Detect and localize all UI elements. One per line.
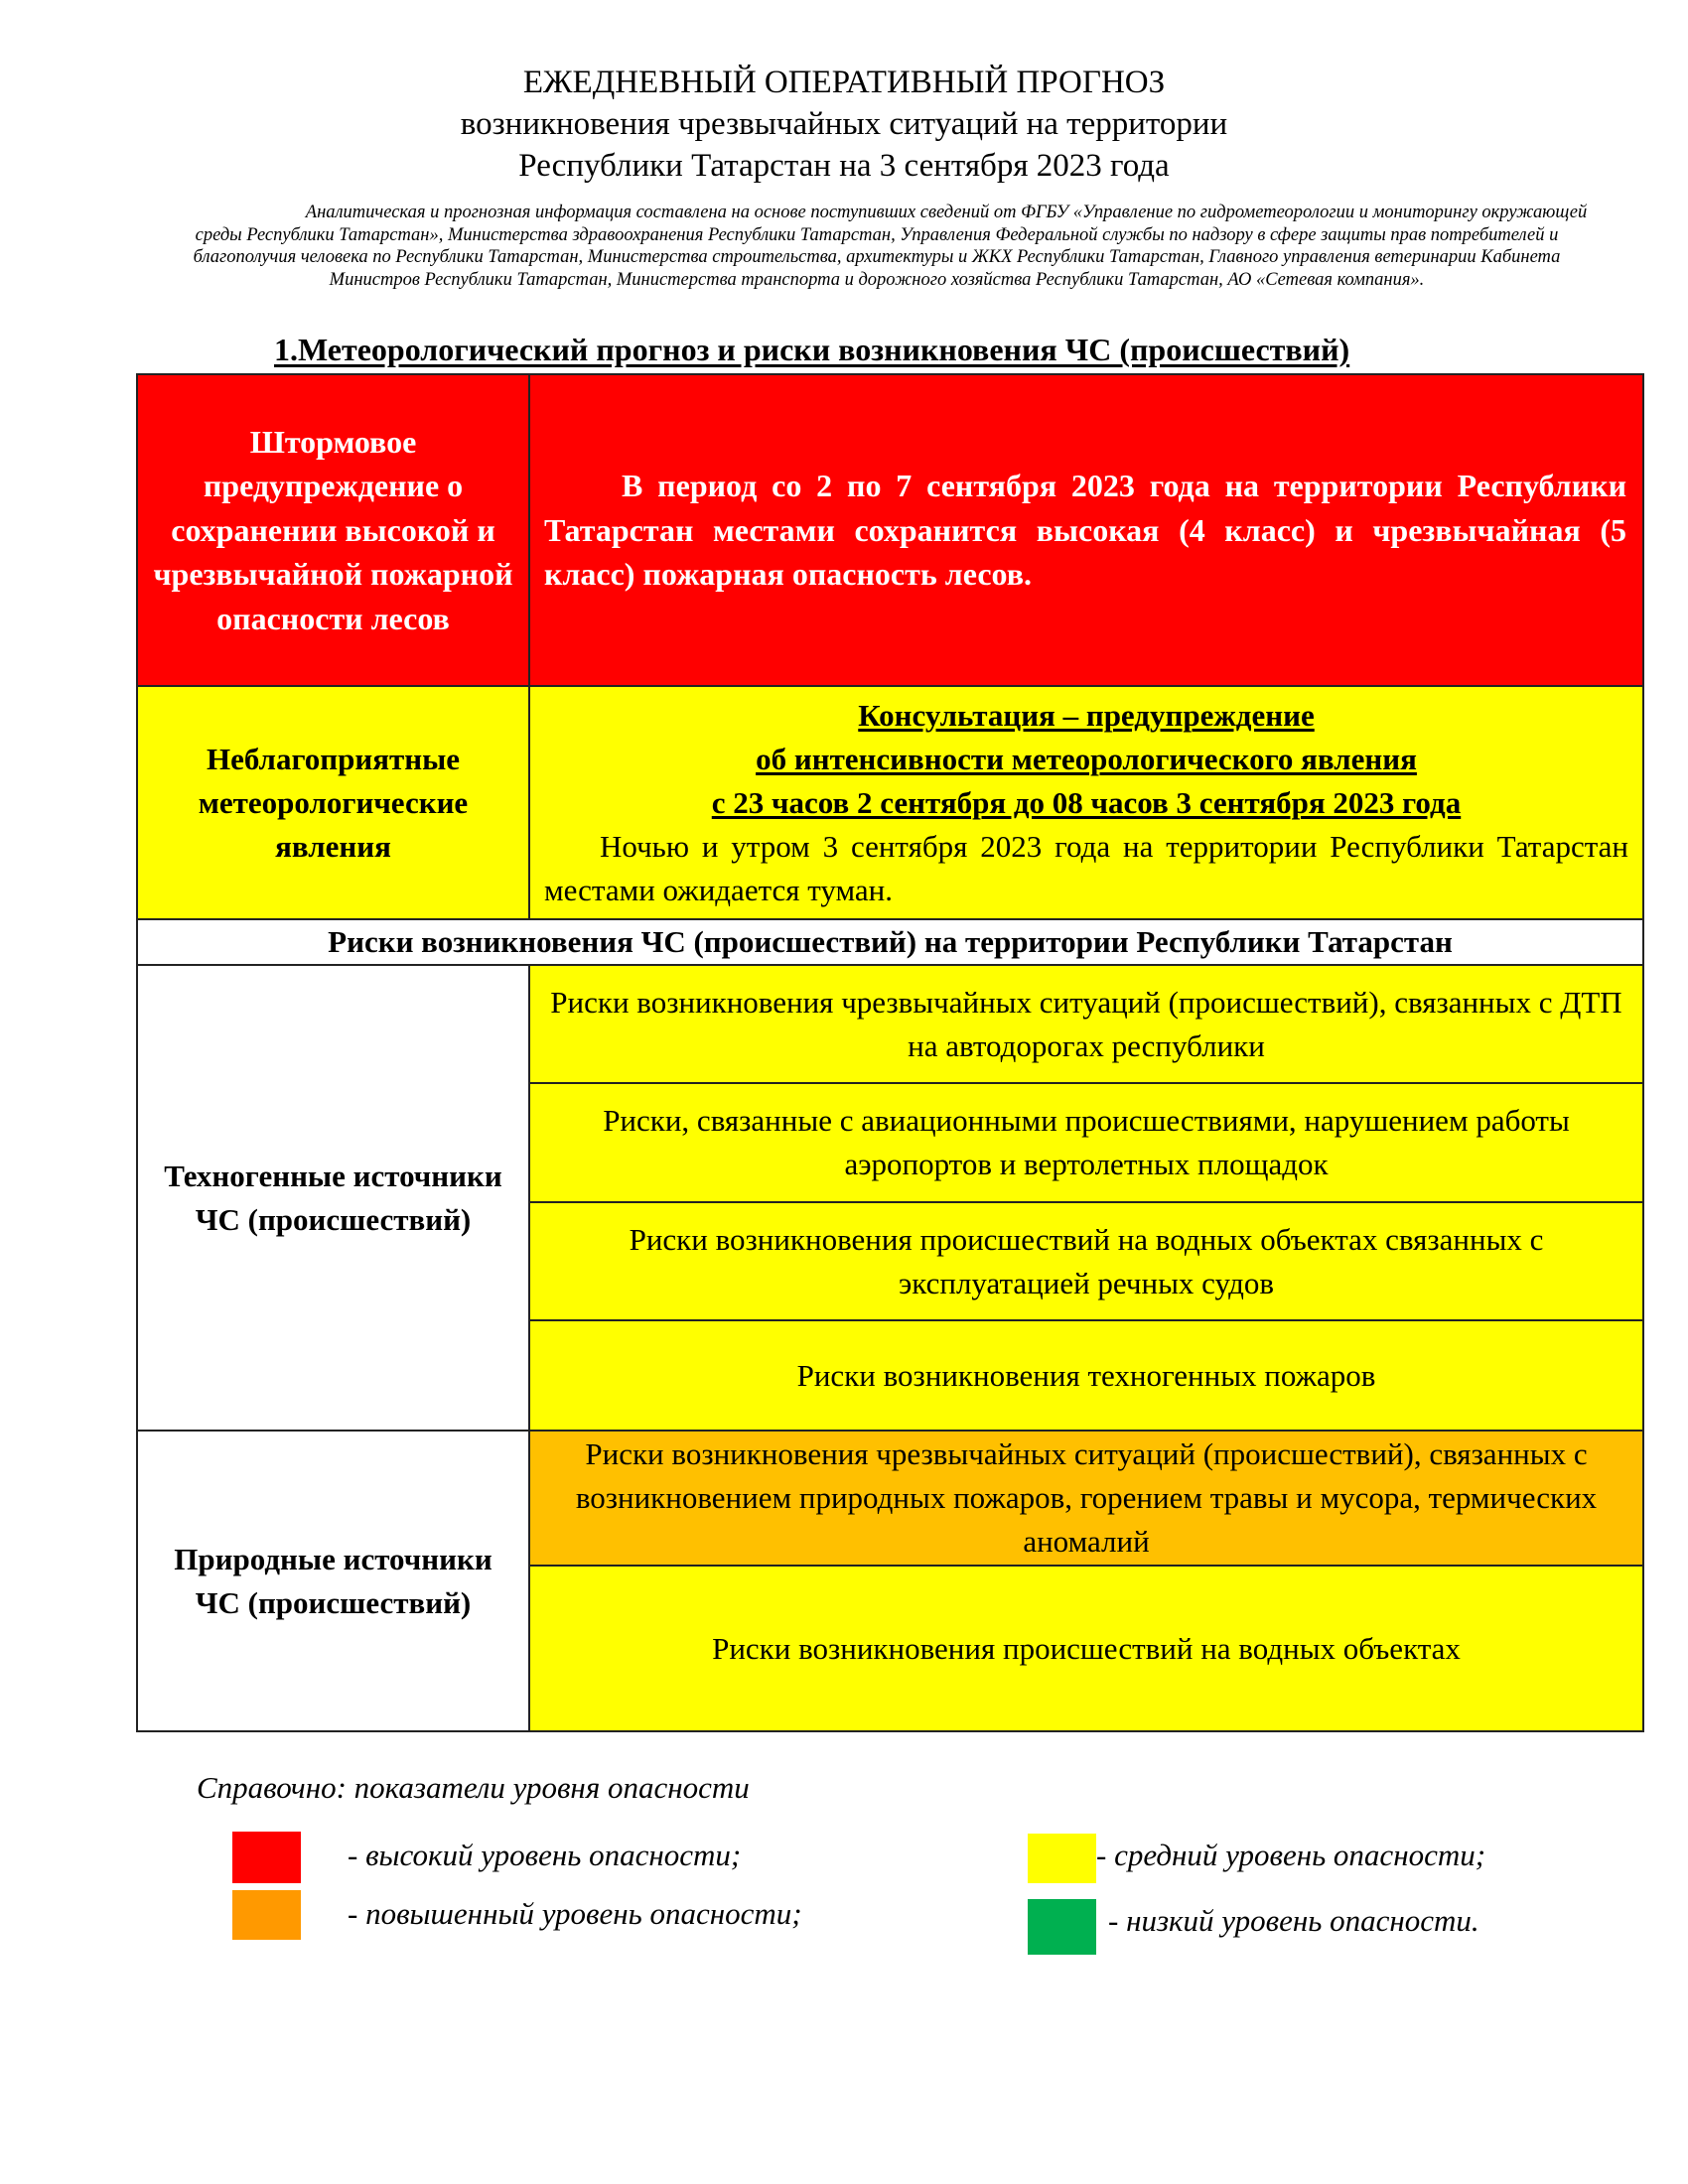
title-line-3: Республики Татарстан на 3 сентября 2023 года — [518, 148, 1170, 184]
forecast-table — [136, 373, 1644, 1732]
consult-line-2: об интенсивности метеорологического явления — [756, 741, 1417, 776]
legend-swatch-medium — [1028, 1834, 1096, 1883]
legend-swatch-elevated — [232, 1890, 301, 1940]
risks-header-row — [137, 919, 1643, 965]
consult-line-1: Консультация – предупреждение — [858, 697, 1315, 733]
meteo-label: Неблагоприятные метеорологические явления — [137, 686, 529, 919]
section-heading: 1.Метеорологический прогноз и риски возникновения ЧС (происшествий) — [274, 332, 1350, 367]
legend-title: Справочно: показатели уровня опасности — [197, 1770, 750, 1805]
legend-label-elevated: - повышенный уровень опасности; — [348, 1896, 802, 1931]
technogenic-label: Техногенные источники ЧС (происшествий) — [137, 965, 529, 1431]
legend-swatch-low — [1028, 1899, 1096, 1955]
title-line-1: ЕЖЕДНЕВНЫЙ ОПЕРАТИВНЫЙ ПРОГНОЗ — [522, 65, 1166, 100]
risk-item: Риски возникновения чрезвычайных ситуаций (происшествий), связанных с ДТП на автодорогах республики — [529, 965, 1643, 1083]
natural-row-1 — [137, 1431, 1643, 1566]
natural-label: Природные источники ЧС (происшествий) — [137, 1431, 529, 1731]
meteo-row — [137, 686, 1643, 919]
legend-label-low: - низкий уровень опасности. — [1108, 1903, 1479, 1938]
risk-item: Риски возникновения происшествий на водных объектах связанных с эксплуатацией речных судов — [529, 1202, 1643, 1320]
title-line-2: возникновения чрезвычайных ситуаций на территории — [460, 106, 1228, 142]
storm-warning-text — [529, 374, 1643, 686]
technogenic-row-1 — [137, 965, 1643, 1083]
storm-warning-body: В период со 2 по 7 сентября 2023 года на территории Республики Татарстан местами сохранится высокая (4 класс) и чрезвычайная (5 класс) пожарная опасность лесов. — [544, 468, 1626, 593]
intro-paragraph — [147, 202, 1607, 291]
legend-label-high: - высокий уровень опасности; — [348, 1838, 742, 1872]
meteo-text — [544, 825, 1628, 912]
storm-warning-row — [137, 374, 1643, 686]
risk-item: Риски, связанные с авиационными происшествиями, нарушением работы аэропортов и вертолетных площадок — [529, 1083, 1643, 1202]
consult-line-3: с 23 часов 2 сентября до 08 часов 3 сентября 2023 года — [711, 784, 1462, 820]
intro-text: Аналитическая и прогнозная информация составлена на основе поступивших сведений от ФГБУ «Управление по гидрометеорологии и мониторингу окружающей среды Республики Татарстан», Министерства здравоохранения Республики Татарстан, Управления Федеральной службы по надзору в сфере защиты прав потребителей и благополучия человека по Республики Татарстан, Министерства строительства, архитектуры и ЖКХ Республики Татарстан, Главного управления ветеринарии Кабинета Министров Республики Татарстан, Министерства транспорта и дорожного хозяйства Республики Татарстан, АО «Сетевая компания». — [193, 203, 1588, 290]
risk-item: Риски возникновения чрезвычайных ситуаций (происшествий), связанных с возникновением природных пожаров, горением травы и мусора, термических аномалий — [529, 1431, 1643, 1566]
risk-item: Риски возникновения происшествий на водных объектах — [529, 1566, 1643, 1731]
legend-swatch-high — [232, 1832, 301, 1883]
storm-warning-label: Штормовое предупреждение о сохранении высокой и чрезвычайной пожарной опасности лесов — [137, 374, 529, 686]
risks-header: Риски возникновения ЧС (происшествий) на территории Республики Татарстан — [137, 919, 1643, 965]
legend-label-medium: - средний уровень опасности; — [1096, 1838, 1486, 1872]
meteo-body: Ночью и утром 3 сентября 2023 года на территории Республики Татарстан местами ожидается туман. — [544, 828, 1628, 907]
risk-item: Риски возникновения техногенных пожаров — [529, 1320, 1643, 1431]
meteo-consultation — [529, 686, 1643, 919]
